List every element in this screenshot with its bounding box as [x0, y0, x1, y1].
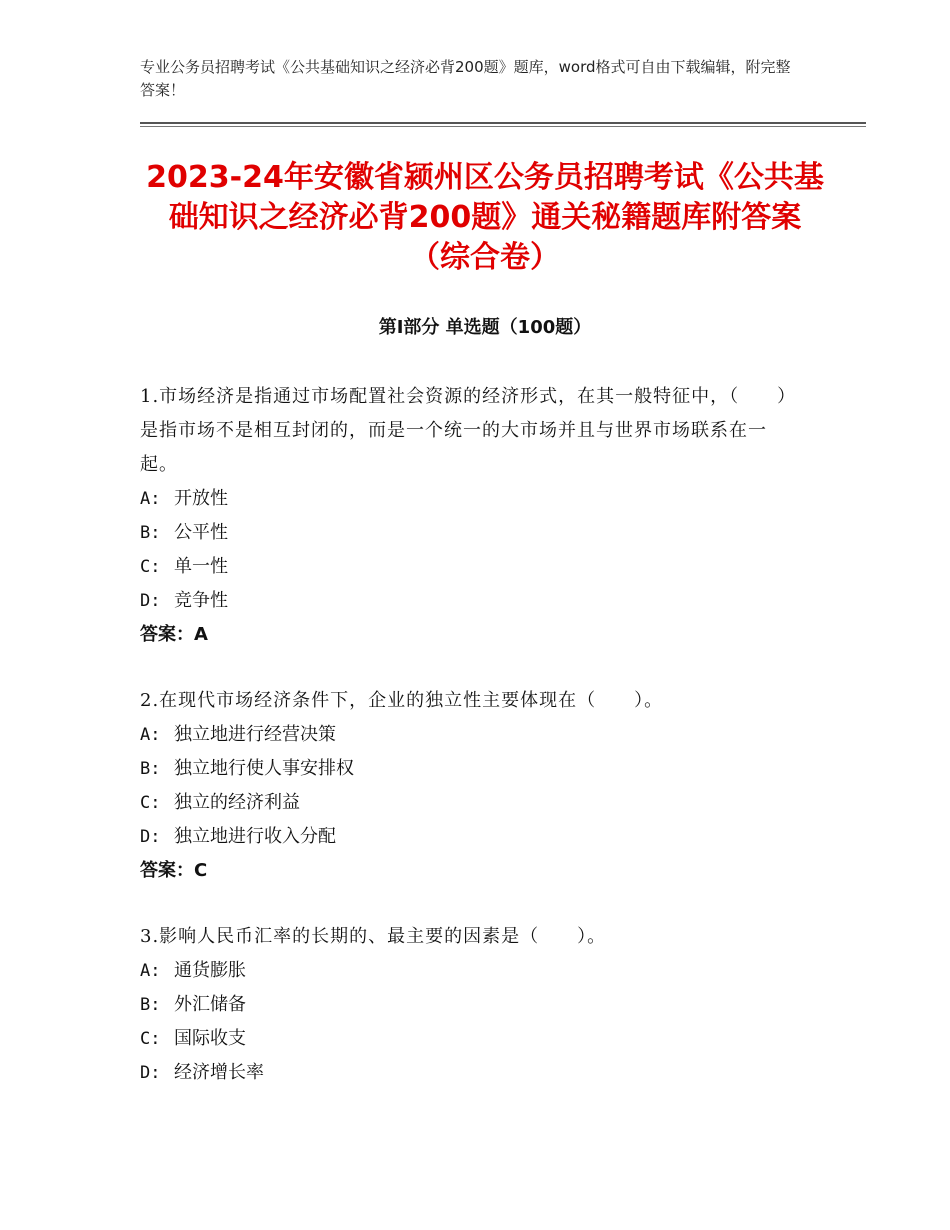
question-list — [140, 380, 800, 1122]
option-key: A: — [140, 725, 161, 745]
option-d — [140, 1056, 800, 1090]
option-b — [140, 516, 800, 550]
section-heading: 第Ⅰ部分 单选题（100题） — [378, 317, 592, 338]
option-key: A: — [140, 961, 161, 981]
option-text: 竞争性 — [174, 590, 228, 611]
option-text: 独立的经济利益 — [174, 792, 300, 813]
option-d — [140, 584, 800, 618]
option-a — [140, 954, 800, 988]
option-key: B: — [140, 995, 161, 1015]
option-d — [140, 820, 800, 854]
option-key: D: — [140, 591, 161, 611]
option-text: 单一性 — [174, 556, 228, 577]
option-text: 外汇储备 — [174, 994, 246, 1015]
option-a — [140, 718, 800, 752]
option-key: D: — [140, 827, 161, 847]
option-b — [140, 988, 800, 1022]
option-b — [140, 752, 800, 786]
question-2 — [140, 684, 800, 888]
option-c — [140, 550, 800, 584]
option-text: 通货膨胀 — [174, 960, 246, 981]
header-rule-thin — [140, 126, 866, 127]
header-note: 专业公务员招聘考试《公共基础知识之经济必背200题》题库，word格式可自由下载编辑，附完整答案！ — [140, 58, 791, 99]
option-key: C: — [140, 793, 161, 813]
question-stem: 1.市场经济是指通过市场配置社会资源的经济形式，在其一般特征中，（ ）是指市场不是相互封闭的，而是一个统一的大市场并且与世界市场联系在一起。 — [140, 386, 797, 475]
option-key: B: — [140, 759, 161, 779]
header-rule-thick — [140, 122, 866, 124]
option-text: 公平性 — [174, 522, 228, 543]
option-text: 国际收支 — [174, 1028, 246, 1049]
option-key: B: — [140, 523, 161, 543]
answer-label: 答案：A — [140, 624, 208, 645]
option-text: 独立地行使人事安排权 — [174, 758, 354, 779]
question-3 — [140, 920, 800, 1090]
question-1 — [140, 380, 800, 652]
option-key: A: — [140, 489, 161, 509]
option-key: C: — [140, 1029, 161, 1049]
option-text: 独立地进行经营决策 — [174, 724, 336, 745]
answer-label: 答案：C — [140, 860, 208, 881]
option-text: 独立地进行收入分配 — [174, 826, 336, 847]
document-title: 2023-24年安徽省颍州区公务员招聘考试《公共基础知识之经济必背200题》通关秘籍题库附答案（综合卷） — [146, 160, 824, 275]
option-text: 开放性 — [174, 488, 228, 509]
question-stem: 3.影响人民币汇率的长期的、最主要的因素是（ ）。 — [140, 926, 607, 947]
question-stem: 2.在现代市场经济条件下，企业的独立性主要体现在（ ）。 — [140, 690, 664, 711]
option-a — [140, 482, 800, 516]
option-c — [140, 786, 800, 820]
option-c — [140, 1022, 800, 1056]
option-key: D: — [140, 1063, 161, 1083]
option-text: 经济增长率 — [174, 1062, 264, 1083]
option-key: C: — [140, 557, 161, 577]
